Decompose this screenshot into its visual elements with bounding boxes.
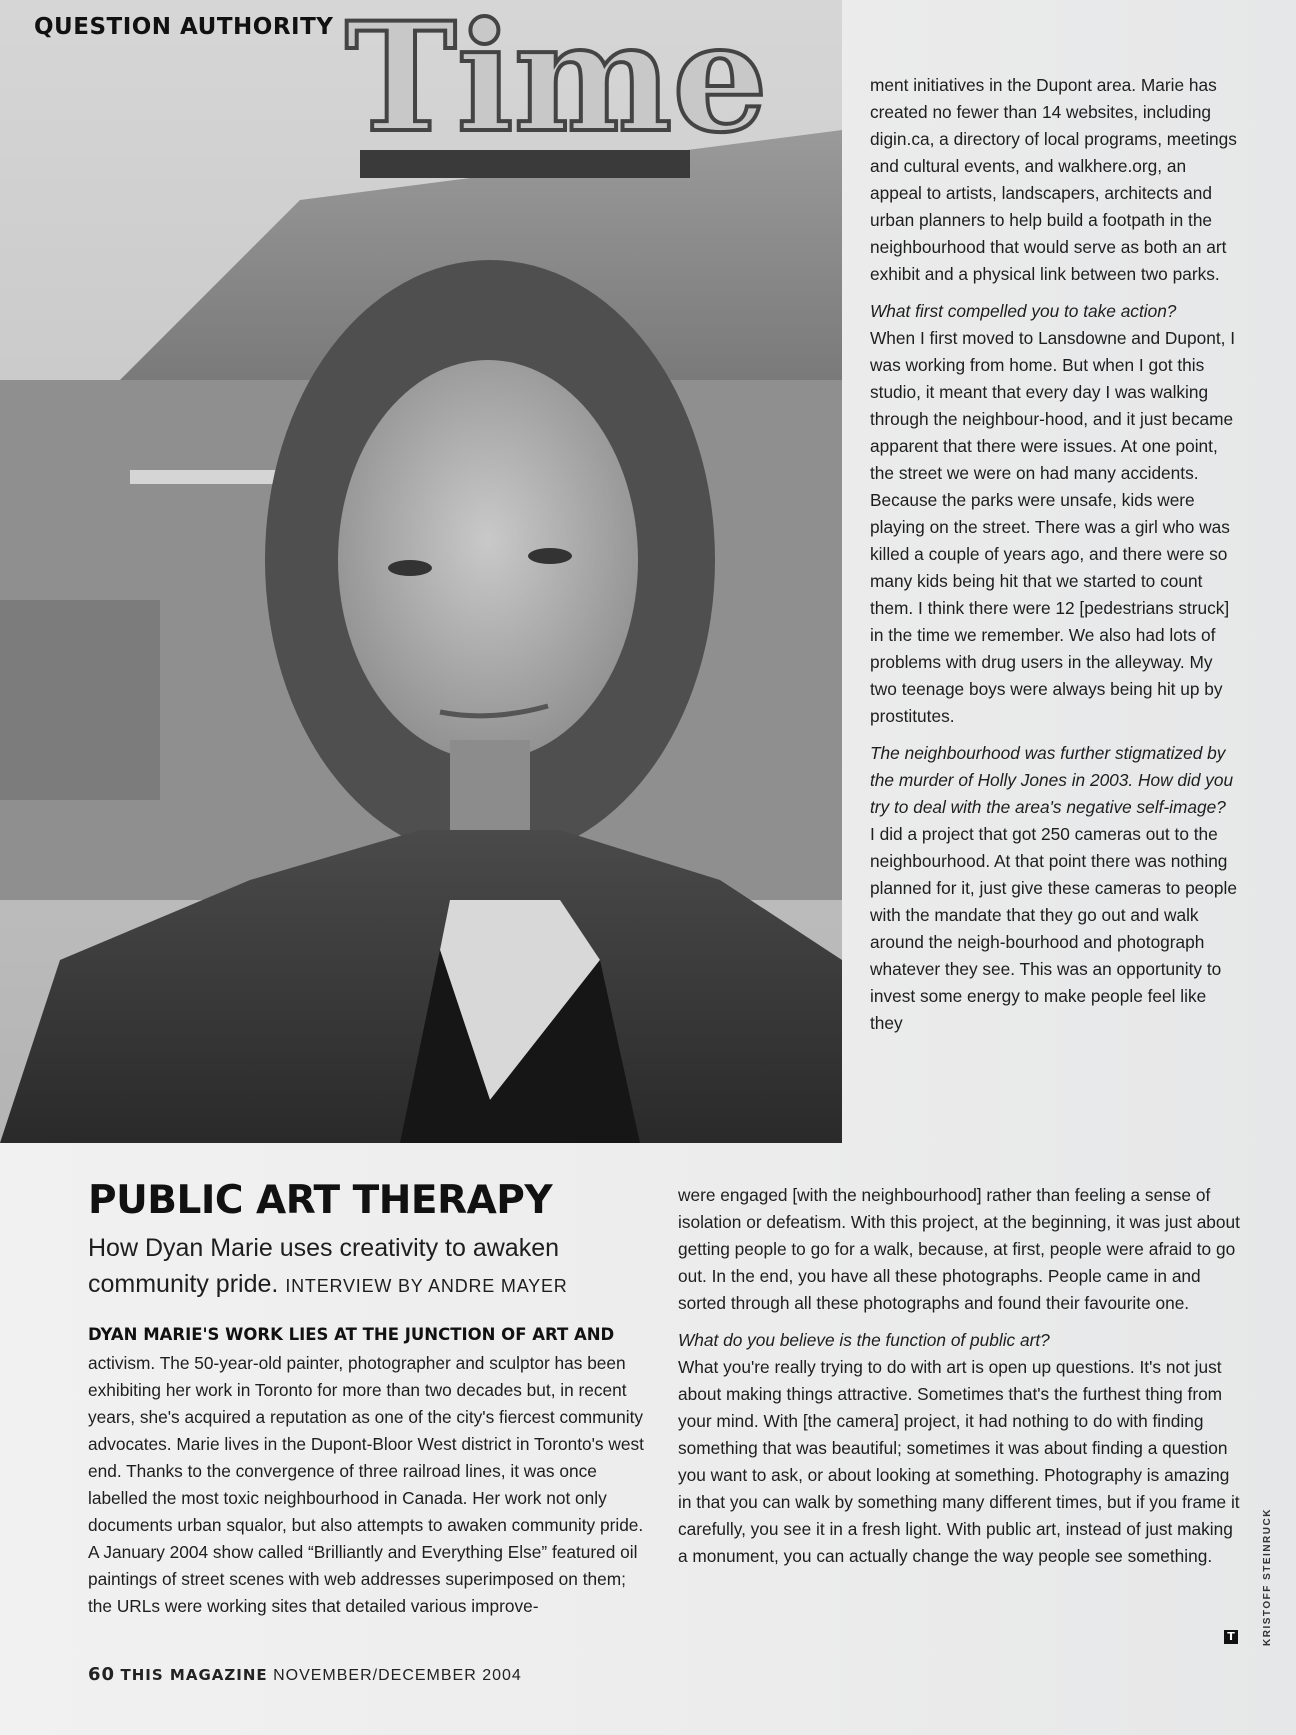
issue-date: NOVEMBER/DECEMBER 2004: [273, 1667, 522, 1684]
answer-2-part-2: were engaged [with the neighbourhood] rather than feeling a sense of isolation or defeatism. With this project, at the beginning, it was just about getting people to go for a walk, because, at first, people were afraid to go out. In the end, you have all these photographs. People came in and sorted through all these photographs and found their favourite one.: [678, 1185, 1240, 1313]
portrait-photo: [0, 0, 842, 1143]
article-column-right-bottom: [678, 1182, 1243, 1580]
svg-text:Time: Time: [345, 0, 768, 166]
answer-1: When I first moved to Lansdowne and Dupont, I was working from home. But when I got this studio, it meant that every day I was walking through the neighbour-hood, and it just became apparent that there were issues. At one point, the street we were on had many accidents. Because the parks were unsafe, kids were playing on the street. There was a girl who was killed a couple of years ago, and there were so many kids being hit that we started to count them. I think there were 12 [pedestrians struck] in the time we remember. We also had lots of problems with drug users in the alleyway. My two teenage boys were always being hit up by prostitutes.: [870, 328, 1236, 726]
photo-credit: KRISTOFF STEINRUCK: [1262, 1508, 1273, 1646]
intro-continued: ment initiatives in the Dupont area. Marie has created no fewer than 14 websites, including digin.ca, a directory of local programs, meetings and cultural events, and walkhere.org, an appeal to artists, landscapers, architects and urban planners to help build a footpath in the neighbourhood that would serve as both an art exhibit and a physical link between two parks.: [870, 75, 1237, 284]
article-column-left: [88, 1350, 648, 1620]
question-3: What do you believe is the function of public art?: [678, 1330, 1050, 1350]
article-headline: PUBLIC ART THERAPY: [88, 1178, 553, 1223]
portrait-illustration: [0, 0, 842, 1143]
lead-in: DYAN MARIE'S WORK LIES AT THE JUNCTION OF ART AND: [88, 1325, 615, 1344]
magazine-name: THIS MAGAZINE: [120, 1666, 268, 1684]
article-column-right-top: [870, 72, 1242, 1047]
answer-2-part-1: I did a project that got 250 cameras out to the neighbourhood. At that point there was nothing planned for it, just give these cameras to people with the mandate that they go out and walk around the neigh-bourhood and photograph whatever they see. This was an opportunity to invest some energy to make people feel like they: [870, 824, 1237, 1033]
end-mark-icon: T: [1224, 1630, 1238, 1644]
article-deck: [88, 1230, 648, 1304]
answer-3: What you're really trying to do with art is open up questions. It's not just about making things attractive. Sometimes that's the furthest thing from your mind. With [the camera] project, it had nothing to do with finding something that was beautiful; sometimes it was about finding a question you want to ask, or about looking at something. Photography is amazing in that you can walk by something many different times, but if you frame it carefully, you see it in a fresh light. With public art, instead of just making a monument, you can actually change the way people see something.: [678, 1357, 1240, 1566]
page-footer: [88, 1664, 522, 1685]
qa-block-2: [870, 740, 1242, 1037]
question-2: The neighbourhood was further stigmatized by the murder of Holly Jones in 2003. How did you try to deal with the area's negative self-image?: [870, 743, 1234, 817]
byline: INTERVIEW BY ANDRE MAYER: [285, 1276, 568, 1296]
question-1: What first compelled you to take action?: [870, 301, 1177, 321]
qa-block-1: [870, 298, 1242, 730]
section-label: QUESTION AUTHORITY: [34, 14, 334, 40]
intro-paragraph: activism. The 50-year-old painter, photographer and sculptor has been exhibiting her work in Toronto for more than two decades but, in recent years, she's acquired a reputation as one of the city's fiercest community advocates. Marie lives in the Dupont-Bloor West district in Toronto's west end. Thanks to the convergence of three railroad lines, it was once labelled the most toxic neighbourhood in Canada. Her work not only documents urban squalor, but also attempts to awaken community pride. A January 2004 show called “Brilliantly and Everything Else” featured oil paintings of street scenes with web addresses superimposed on them; the URLs were working sites that detailed various improve-: [88, 1353, 644, 1616]
deck-text: How Dyan Marie uses creativity to awaken community pride.: [88, 1234, 560, 1298]
page-number: 60: [88, 1664, 116, 1685]
qa-block-3: [678, 1327, 1243, 1570]
